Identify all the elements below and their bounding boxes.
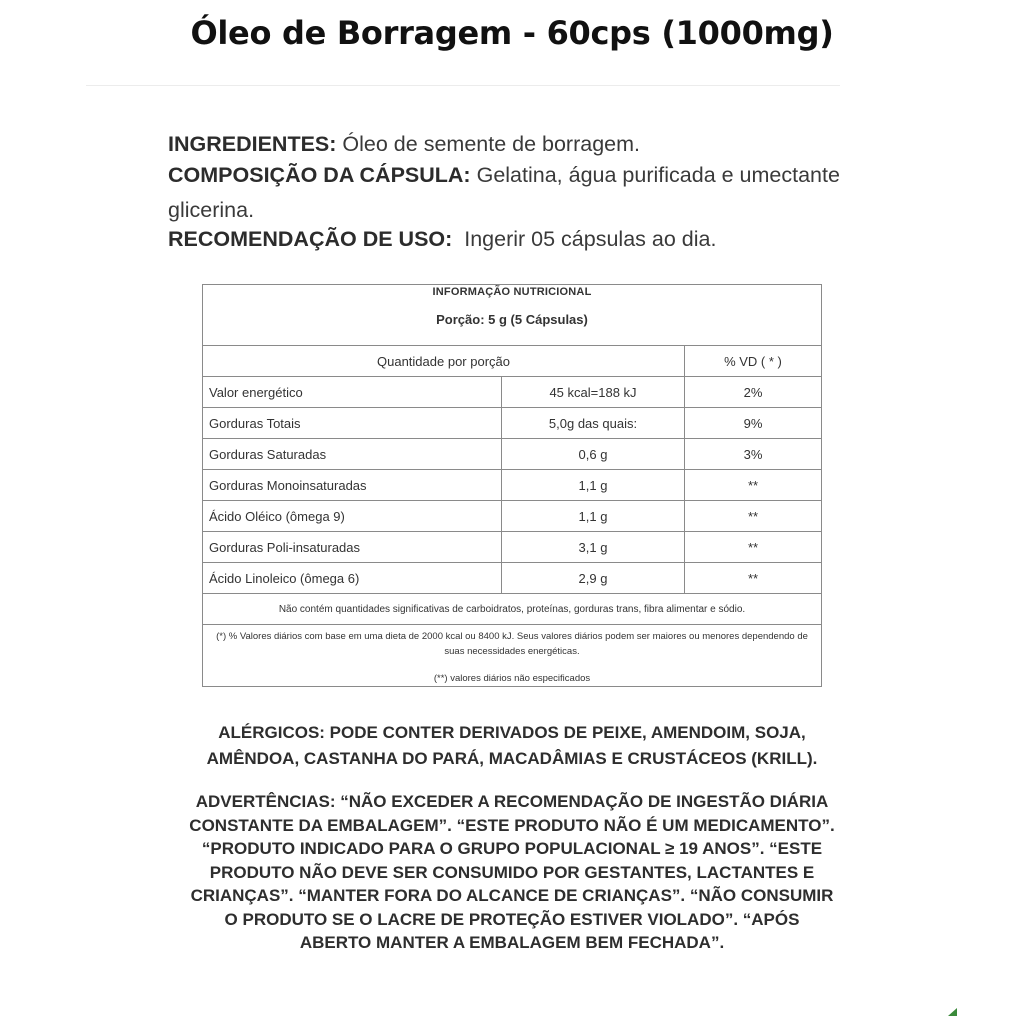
- warnings-line: O PRODUTO SE O LACRE DE PROTEÇÃO ESTIVER VIOLADO”. “APÓS: [224, 909, 800, 929]
- allergens-block: [120, 720, 904, 772]
- warnings-line: “PRODUTO INDICADO PARA O GRUPO POPULACIONAL ≥ 19 ANOS”. “ESTE: [201, 839, 823, 858]
- nutrient-vd: 2%: [685, 377, 822, 408]
- nutrient-vd: **: [685, 563, 822, 594]
- nutrition-row: [203, 470, 822, 501]
- nutrient-name: Gorduras Monoinsaturadas: [203, 470, 502, 501]
- allergens-line: AMÊNDOA, CASTANHA DO PARÁ, MACADÂMIAS E CRUSTÁCEOS (KRILL).: [206, 749, 818, 768]
- nutrient-amount: 5,0g das quais:: [502, 408, 685, 439]
- footnote-vd: (*) % Valores diários com base em uma dieta de 2000 kcal ou 8400 kJ. Seus valores diários podem ser maiores ou menores dependendo de suas necessidades energéticas.: [216, 631, 808, 657]
- nutrient-name: Ácido Linoleico (ômega 6): [203, 563, 502, 594]
- nutrient-vd: **: [685, 470, 822, 501]
- nutrition-row: [203, 501, 822, 532]
- warnings-block: [110, 790, 914, 955]
- not-significant-note: Não contém quantidades significativas de carboidratos, proteínas, gorduras trans, fibra alimentar e sódio.: [203, 594, 822, 625]
- nutrient-amount: 1,1 g: [502, 470, 685, 501]
- nutrient-amount: 0,6 g: [502, 439, 685, 470]
- nutrition-row: [203, 563, 822, 594]
- nutrient-vd: **: [685, 501, 822, 532]
- ingredients-label: INGREDIENTES:: [168, 132, 337, 156]
- footnote-row: [203, 625, 822, 687]
- warnings-line: ADVERTÊNCIAS: “NÃO EXCEDER A RECOMENDAÇÃO DE INGESTÃO DIÁRIA: [195, 792, 829, 811]
- capsule-text: Gelatina, água purificada e umectante: [476, 163, 840, 187]
- nutrient-name: Gorduras Saturadas: [203, 439, 502, 470]
- page-title: Óleo de Borragem - 60cps (1000mg): [190, 14, 834, 52]
- capsule-label: COMPOSIÇÃO DA CÁPSULA:: [168, 163, 471, 187]
- footnote-cell: [203, 625, 822, 687]
- nutrient-amount: 3,1 g: [502, 532, 685, 563]
- nutrition-row: [203, 532, 822, 563]
- capsule-line: [168, 161, 928, 190]
- corner-mark-icon: [948, 1008, 957, 1016]
- warnings-line: CRIANÇAS”. “MANTER FORA DO ALCANCE DE CRIANÇAS”. “NÃO CONSUMIR: [190, 886, 834, 905]
- nutrition-row: [203, 377, 822, 408]
- nutrition-header-cell: [203, 285, 822, 346]
- nutrient-vd: 9%: [685, 408, 822, 439]
- portion-label: Porção: 5 g (5 Cápsulas): [436, 312, 588, 327]
- usage-text: Ingerir 05 cápsulas ao dia.: [464, 227, 717, 251]
- ingredients-line: [168, 130, 928, 159]
- title-divider: [86, 85, 840, 86]
- nutrition-header-row: [203, 285, 822, 346]
- warnings-line: PRODUTO NÃO DEVE SER CONSUMIDO POR GESTANTES, LACTANTES E: [209, 862, 815, 882]
- nutrient-name: Valor energético: [203, 377, 502, 408]
- nutrition-column-row: [203, 346, 822, 377]
- footnote-unspecified: (**) valores diários não especificados: [433, 673, 591, 684]
- usage-line: [168, 225, 928, 254]
- allergens-line: ALÉRGICOS: PODE CONTER DERIVADOS DE PEIXE, AMENDOIM, SOJA,: [218, 723, 806, 742]
- nutrient-name: Gorduras Totais: [203, 408, 502, 439]
- nutrient-amount: 2,9 g: [502, 563, 685, 594]
- nutrient-name: Ácido Oléico (ômega 9): [203, 501, 502, 532]
- nutrition-row: [203, 439, 822, 470]
- nutrient-name: Gorduras Poli-insaturadas: [203, 532, 502, 563]
- nutrition-table: [202, 284, 822, 687]
- nutrient-amount: 45 kcal=188 kJ: [502, 377, 685, 408]
- col-quantity-header: Quantidade por porção: [203, 346, 685, 377]
- nutrition-header: INFORMAÇÃO NUTRICIONAL: [432, 286, 592, 298]
- nutrient-amount: 1,1 g: [502, 501, 685, 532]
- warnings-line: ABERTO MANTER A EMBALAGEM BEM FECHADA”.: [299, 933, 725, 952]
- ingredients-text: Óleo de semente de borragem.: [342, 132, 641, 156]
- warnings-line: CONSTANTE DA EMBALAGEM”. “ESTE PRODUTO NÃO É UM MEDICAMENTO”.: [189, 815, 835, 835]
- capsule-line-2: glicerina.: [168, 198, 255, 222]
- nutrient-vd: **: [685, 532, 822, 563]
- nutrient-vd: 3%: [685, 439, 822, 470]
- not-significant-row: [203, 594, 822, 625]
- ingredients-block: [168, 130, 928, 254]
- col-vd-header: % VD ( * ): [685, 346, 822, 377]
- nutrition-row: [203, 408, 822, 439]
- usage-label: RECOMENDAÇÃO DE USO:: [168, 227, 453, 251]
